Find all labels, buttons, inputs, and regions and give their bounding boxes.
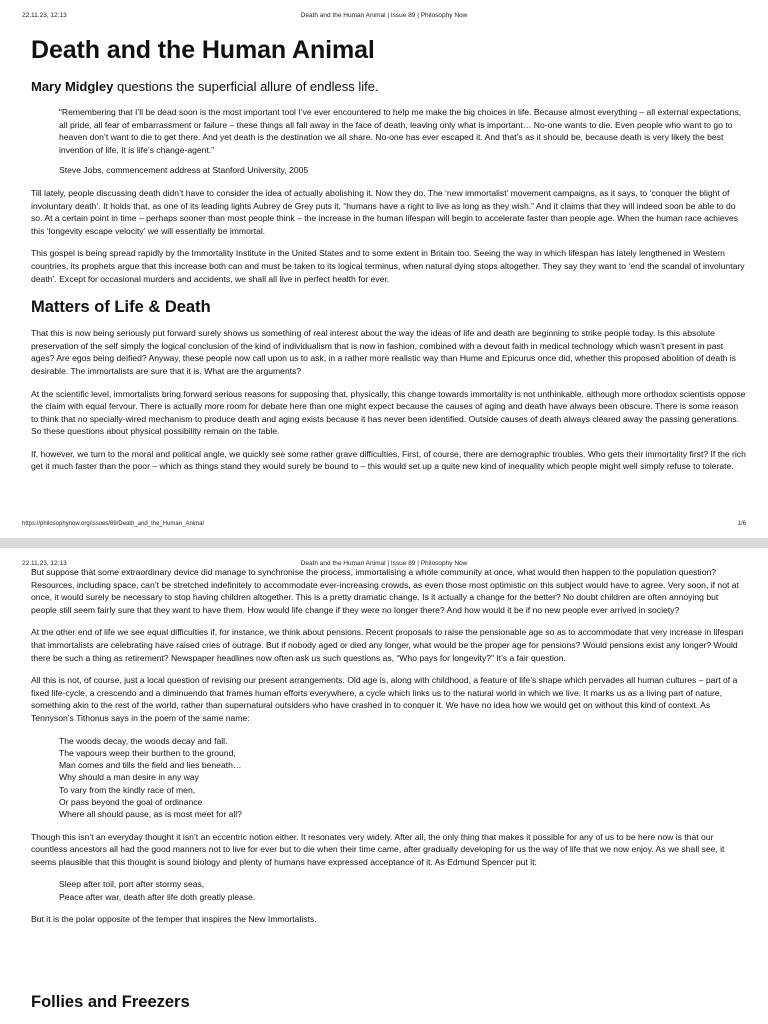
body-paragraph: But suppose that some extraordinary device did manage to synchronise the process, immortalising a whole community at once, what would then happen to the population question? Resources, including space, can’t be stretched indefinitely to accommodate ever-increasing crowds, as even those most optimistic on this subject would have to agree. Very soon, if not at once, it would surely be necessary to stop having children altogether. This is a pretty dramatic change. Is it actually a change for the better? No doubt children are often annoying but people still seem fairly sure that they want to have them. How would life change if they were no longer there? And how would it be if no new people ever arrived in society? <box>31 567 739 615</box>
body-paragraph: All this is not, of course, just a local question of revising our present arrangements. Old age is, along with childhood, a feature of life’s shape which pervades all human cultures – part of a fixed life-cycle, a crescendo and a diminuendo that frames human efforts everywhere, a cycle which links us to the natural world in which we live. It marks us as a living part of nature, something akin to the rest of the world, rather than supernatural outsiders who have crashed in to conquer it. We have no idea how we would get on without this kind of context. As Tennyson’s Tithonus says in the poem of the same name: <box>31 675 738 723</box>
body-paragraph: Though this isn’t an everyday thought it isn’t an eccentric notion either. It resonates very widely. After all, the only thing that makes it possible for any of us to be here now is that our countless ancestors all had the good manners not to live for ever but to die when their time came, after gradually developing for us the way of life that we now enjoy. As we shall see, it seems plausible that this thought is sound biology and plenty of humans have expressed acceptance of it. As Edmund Spencer put it: <box>31 831 725 867</box>
body-paragraph: At the scientific level, immortalists bring forward serious reasons for supposing that, physically, this change towards immortality is not unthinkable, although more orthodox scientists oppose the claim with equal fervour. There is actually more room for debate here than one might expect because the causes of aging and death have always been obscure. There is some reason to think that no specially-wired mechanism to produce death and aging exists because it has never been identified. Outside causes of death always cleared away the passing generations. So these questions about physical possibility remain on the table. <box>31 388 746 437</box>
print-page-title: Death and the Human Animal | Issue 89 | Philosophy Now <box>300 12 468 19</box>
epigraph <box>59 106 746 177</box>
poem-line: Sleep after toil, port after stormy seas, <box>59 879 205 890</box>
poem-line: Where all should pause, as is most meet for all? <box>59 809 242 820</box>
poem-line: To vary from the kindly race of men, <box>59 784 196 795</box>
article-content-page-1 <box>31 35 746 473</box>
running-header <box>22 12 746 22</box>
print-date: 22.11.23, 12:13 <box>22 560 67 567</box>
poem-line: The vapours weep their burthen to the ground, <box>59 747 236 758</box>
section-heading-matters: Matters of Life & Death <box>31 298 211 317</box>
running-footer <box>22 521 746 531</box>
print-page-title: Death and the Human Animal | Issue 89 | Philosophy Now <box>300 560 468 567</box>
article-content-page-2 <box>31 566 746 926</box>
epigraph-attribution: Steve Jobs, commencement address at Stanford University, 2005 <box>59 165 309 176</box>
poem-line: Why should a man desire in any way <box>59 772 199 783</box>
byline <box>31 79 746 95</box>
section-heading-follies: Follies and Freezers <box>31 993 190 1011</box>
poem-line: Or pass beyond the goal of ordinance <box>59 797 203 808</box>
intro-paragraph: This gospel is being spread rapidly by the Immortality Institute in the United States and to some extent in Britain too. Seeing the way in which lifespan has lately lengthened in Western countries, its prophets argue that this increase both can and must be taken to its logical terminus, when natural dying stops altogether. They say they want to ‘end the scandal of involuntary death’. Except for occasional murders and accidents, we shall all live in perfect health for ever. <box>31 248 745 284</box>
article-title: Death and the Human Animal <box>31 36 375 64</box>
body-paragraph: But it is the polar opposite of the temper that inspires the New Immortalists. <box>31 913 317 924</box>
page-number: 1/6 <box>737 521 746 527</box>
tithonus-poem <box>59 735 746 821</box>
body-paragraph: That this is now being seriously put forward surely shows us something of real interest about the way the ideas of life and death are beginning to strike people today. Is this absolute preservation of the self simply the logical conclusion of the kind of individualism that is now in fashion, combined with a devout faith in medical technology which wasn’t present in past ages? Are egos being deified? Anyway, these people now call upon us to ask, in a rather more realistic way than Hume and Epicurus once did, whether this proposed abolition of death is desirable. The immortalists are sure that it is. What are the arguments? <box>31 328 736 376</box>
poem-line: Man comes and tills the field and lies beneath… <box>59 760 242 771</box>
epigraph-text: “Remembering that I’ll be dead soon is the most important tool I’ve ever encountered to help me make the big choices in life. Because almost everything – all external expectations, all pride, all fear of embarrassment or failure – these things all fall away in the face of death, leaving only what is important… No-one wants to die. Even people who want to go to heaven don’t want to die to get there. And yet death is the destination we all share. No-one has ever escaped it. And that’s as it should be, because death is very likely the best invention of life. It is life’s change-agent.” <box>59 107 742 155</box>
body-paragraph: If, however, we turn to the moral and political angle, we quickly see some rather grave difficulties. First, of course, there are demographic troubles. Who gets their immortality first? If the rich get it much faster than the poor – which as things stand they would surely be bound to – this would set up a quite new kind of inequality which people might well simply refuse to tolerate. <box>31 448 746 472</box>
author-name: Mary Midgley <box>31 79 114 94</box>
page-url: https://philosophynow.org/issues/89/Death_and_the_Human_Animal <box>22 521 204 527</box>
print-date: 22.11.23, 12:13 <box>22 12 67 19</box>
poem-line: Peace after war, death after life doth greatly please. <box>59 891 256 902</box>
poem-line: The woods decay, the woods decay and fall. <box>59 735 228 746</box>
article-subtitle: questions the superficial allure of endless life. <box>116 79 379 94</box>
spenser-quote <box>59 878 746 903</box>
intro-paragraph: Till lately, people discussing death didn’t have to consider the idea of actually abolishing it. Now they do. The ‘new immortalist’ movement campaigns, as it says, to ‘conquer the blight of involuntary death’. It holds that, as one of its leading lights Aubrey de Grey puts it, “humans have a right to live as long as they wish.” And it claims that they will indeed soon be able to do so. At a certain point in time – perhaps sooner than most people think – the increase in the human lifespan will begin to accelerate faster than people age. When the human race achieves this ‘longevity escape velocity’ we will essentially be immortal. <box>31 187 739 236</box>
body-paragraph: At the other end of life we see equal difficulties if, for instance, we think about pensions. Recent proposals to raise the pensionable age so as to accommodate that very increase in lifespan that immortalists are celebrating have raised cries of outrage. But if nobody aged or died any longer, what would be the proper age for pensions? Would pensions exist any longer? Would there be such a thing as retirement? Newspaper headlines now often ask us such questions as, “Who pays for longevity?” It’s a fair question. <box>31 627 744 663</box>
